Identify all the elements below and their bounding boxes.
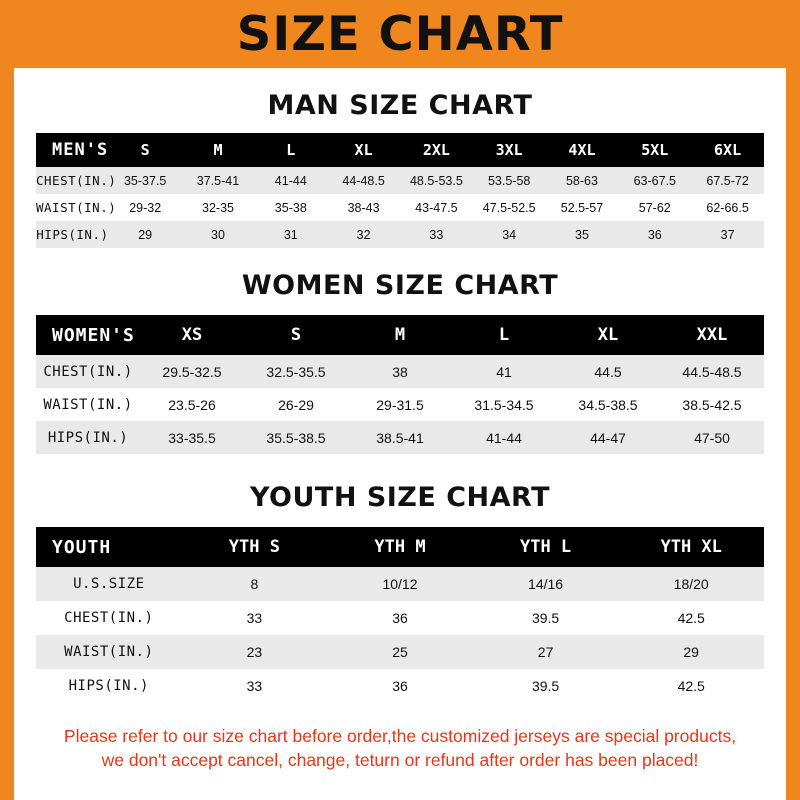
women-cell: 33-35.5 [168,429,216,446]
disclaimer-note [36,725,764,772]
table-row [36,221,764,248]
man-cell: 48.5-53.5 [409,173,463,188]
table-row [36,167,764,194]
man-cell: 53.5-58 [487,173,531,188]
man-header-cell: XL [354,141,373,159]
table-row [36,669,764,703]
youth-cell: 42.5 [677,678,705,694]
youth-header-cell: YTH M [374,537,426,557]
women-cell: 29.5-32.5 [162,363,222,380]
youth-cell: 42.5 [677,610,705,626]
man-header-cell: 6XL [714,141,742,159]
man-header-cell: MEN'S [52,140,109,160]
women-header-cell: M [394,325,406,345]
women-cell: 44.5-48.5 [682,363,742,380]
man-cell: 35 [575,227,589,242]
table-row [36,421,764,454]
table-row [36,635,764,669]
disclaimer-line-2: we don't accept cancel, change, teturn or refund after order has been placed! [101,749,699,770]
youth-cell: 36 [392,610,408,626]
women-cell: 41 [496,363,512,380]
youth-cell: 39.5 [531,678,560,694]
women-cell: 31.5-34.5 [474,396,534,413]
youth-section-title: YOUTH SIZE CHART [249,482,551,513]
content [14,90,786,772]
man-table-header-row [36,133,764,167]
women-cell: 34.5-38.5 [578,396,638,413]
women-row-label: WAIST(IN.) [43,396,133,413]
youth-size-table [36,527,764,703]
man-cell: 63-67.5 [633,173,676,188]
youth-row-label: U.S.SIZE [73,576,145,592]
table-row [36,194,764,221]
man-cell: 35-37.5 [123,173,167,188]
man-cell: 30 [211,227,225,242]
women-table-header-row [36,315,764,355]
man-header-cell: 2XL [422,141,450,159]
man-cell: 44-48.5 [342,173,385,188]
man-cell: 29 [138,227,153,242]
youth-cell: 23 [246,644,263,660]
women-cell: 44.5 [594,363,622,380]
women-cell: 38 [392,363,408,380]
youth-table-header-row [36,527,764,567]
man-cell: 35-38 [274,200,307,215]
youth-cell: 27 [537,644,554,660]
youth-cell: 8 [250,576,259,592]
youth-cell: 39.5 [531,610,560,626]
youth-row-label: WAIST(IN.) [64,644,154,660]
youth-row-label: CHEST(IN.) [64,610,154,626]
women-header-cell: L [498,325,510,345]
man-header-cell: M [213,141,223,159]
youth-cell: 33 [246,678,263,694]
women-cell: 38.5-41 [376,429,424,446]
man-cell: 36 [647,227,662,242]
women-cell: 47-50 [694,429,730,446]
youth-header-cell: YTH XL [660,537,722,557]
youth-header-cell: YTH L [519,537,572,557]
man-header-cell: 4XL [568,141,596,159]
youth-cell: 36 [392,678,408,694]
man-cell: 37.5-41 [196,173,240,188]
women-header-cell: WOMEN'S [52,324,135,346]
youth-cell: 33 [246,610,263,626]
man-cell: 67.5-72 [706,173,749,188]
women-cell: 41-44 [486,429,522,446]
man-cell: 52.5-57 [560,200,604,215]
man-cell: 31 [283,227,298,242]
man-cell: 37 [720,227,735,242]
man-cell: 29-32 [129,200,162,215]
youth-cell: 10/12 [382,576,418,592]
women-section-title: WOMEN SIZE CHART [241,270,559,301]
banner-title: SIZE CHART [236,6,564,62]
women-row-label: CHEST(IN.) [43,363,133,380]
women-cell: 38.5-42.5 [682,396,742,413]
man-cell: 47.5-52.5 [482,200,536,215]
women-cell: 44-47 [590,429,626,446]
youth-cell: 29 [683,644,699,660]
table-row [36,567,764,601]
disclaimer-line-1: Please refer to our size chart before order,the customized jerseys are special products, [63,726,737,746]
women-header-cell: XS [181,325,203,345]
women-cell: 35.5-38.5 [266,429,326,446]
women-cell: 23.5-26 [168,396,216,413]
man-cell: 57-62 [638,200,671,215]
women-cell: 26-29 [278,396,314,413]
youth-cell: 25 [392,644,408,660]
man-header-cell: S [140,141,150,159]
women-header-cell: S [290,325,302,345]
women-row-label: HIPS(IN.) [47,429,129,446]
man-cell: 62-66.5 [706,200,749,215]
man-header-cell: 5XL [641,141,669,159]
table-row [36,355,764,388]
man-cell: 34 [502,227,517,242]
man-cell: 38-43 [347,200,380,215]
man-row-label: CHEST(IN.) [36,173,117,188]
man-cell: 32 [356,227,371,242]
man-cell: 32-35 [202,200,234,215]
man-row-label: HIPS(IN.) [36,227,109,242]
youth-cell: 18/20 [673,576,709,592]
table-row [36,601,764,635]
table-row [36,388,764,421]
man-header-cell: L [286,141,296,159]
women-header-cell: XXL [696,325,728,345]
man-cell: 58-63 [565,173,598,188]
man-row-label: WAIST(IN.) [36,200,117,215]
youth-header-cell: YOUTH [52,536,112,558]
youth-cell: 14/16 [528,576,564,592]
man-cell: 43-47.5 [415,200,458,215]
youth-header-cell: YTH S [228,537,280,557]
women-header-cell: XL [597,325,619,345]
man-cell: 33 [429,227,444,242]
man-cell: 41-44 [274,173,307,188]
youth-row-label: HIPS(IN.) [68,678,149,694]
man-section-title: MAN SIZE CHART [267,90,533,121]
women-cell: 32.5-35.5 [266,363,326,380]
man-size-table [36,133,764,248]
women-cell: 29-31.5 [376,396,424,413]
women-size-table [36,315,764,454]
banner [14,0,786,68]
man-header-cell: 3XL [495,141,523,159]
